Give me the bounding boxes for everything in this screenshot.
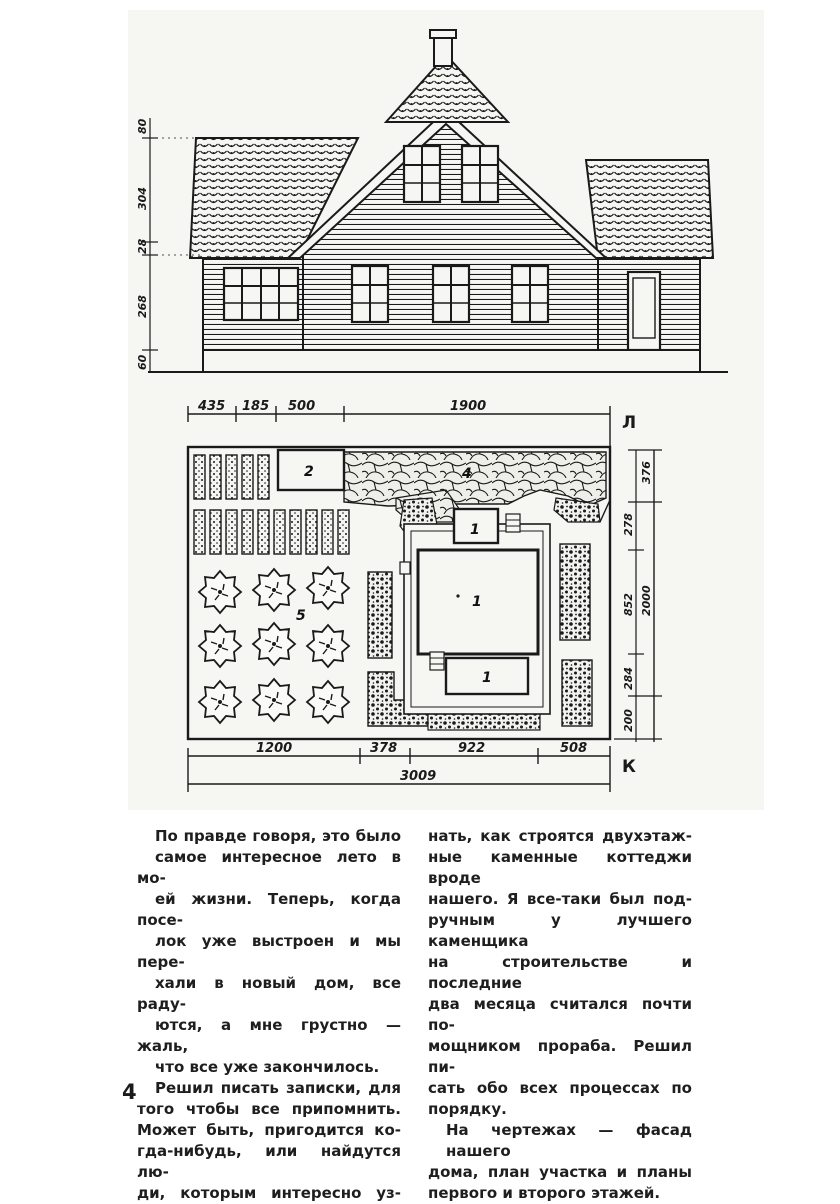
text-line: мощником прораба. Решил пи- bbox=[428, 1037, 692, 1076]
plan-top-dim-1: 435 bbox=[198, 399, 226, 414]
text-line: два месяца считался почти по- bbox=[428, 995, 692, 1034]
text-column-right bbox=[428, 826, 692, 1204]
zone-label-porch: 1 bbox=[470, 522, 480, 538]
text-line: нашего. Я все-таки был под- bbox=[428, 890, 692, 908]
text-line: гда-нибудь, или найдутся лю- bbox=[137, 1142, 401, 1181]
text-line: самое интересное лето в мо- bbox=[137, 848, 401, 887]
text-column-left bbox=[137, 826, 401, 1204]
text-line: ди, которым интересно уз- bbox=[137, 1184, 401, 1202]
plan-top-dimensions bbox=[188, 399, 636, 446]
text-line: что все уже закончилось. bbox=[155, 1058, 380, 1076]
plan-top-dim-2: 185 bbox=[242, 399, 270, 414]
plan-right-dim-6: 200 bbox=[622, 709, 635, 732]
plan-bottom-dim-2: 378 bbox=[370, 741, 398, 756]
paragraph bbox=[428, 826, 692, 1120]
plan-right-dim-4: 2000 bbox=[640, 585, 653, 616]
text-line: нать, как строятся двухэтаж- bbox=[428, 827, 692, 845]
plan-bottom-dim-3: 922 bbox=[458, 741, 486, 756]
elev-dim-2: 304 bbox=[136, 187, 149, 210]
text-line: первого и второго этажей. bbox=[428, 1184, 661, 1202]
text-line: Может быть, пригодится ко- bbox=[137, 1121, 401, 1139]
text-line: сать обо всех процессах по bbox=[428, 1079, 692, 1097]
page-number: 4 bbox=[122, 1080, 137, 1104]
text-line: того чтобы все припомнить. bbox=[137, 1100, 401, 1118]
plan-bottom-dim-1: 1200 bbox=[256, 741, 293, 756]
paragraph bbox=[137, 1078, 401, 1204]
text-line: порядку. bbox=[428, 1100, 507, 1118]
orchard bbox=[199, 567, 349, 723]
plan-right-dimensions bbox=[614, 450, 662, 742]
plan-bottom-dimensions bbox=[188, 741, 636, 792]
corner-label-bottom: К bbox=[622, 757, 636, 777]
plan-right-dim-2: 278 bbox=[622, 513, 635, 536]
plan-top-dim-3: 500 bbox=[288, 399, 316, 414]
text-line: хали в новый дом, все раду- bbox=[137, 974, 401, 1013]
elev-dim-5: 60 bbox=[136, 354, 149, 370]
text-line: ей жизни. Теперь, когда посе- bbox=[137, 890, 401, 929]
house-elevation bbox=[136, 30, 728, 372]
paragraph bbox=[428, 1120, 692, 1204]
text-line: лок уже выстроен и мы пере- bbox=[137, 932, 401, 971]
elev-dim-3: 28 bbox=[136, 238, 149, 254]
paragraph bbox=[137, 826, 401, 1078]
text-line: ные каменные коттеджи вроде bbox=[428, 848, 692, 887]
architectural-drawing bbox=[128, 10, 764, 810]
text-line: По правде говоря, это было bbox=[155, 827, 401, 845]
text-line: Решил писать записки, для bbox=[155, 1079, 401, 1097]
text-line: ются, а мне грустно — жаль, bbox=[137, 1016, 401, 1055]
zone-label-path: 4 bbox=[462, 466, 472, 482]
plan-right-dim-5: 284 bbox=[622, 667, 635, 690]
plan-top-dim-4: 1900 bbox=[450, 399, 487, 414]
plan-right-dim-3: 852 bbox=[622, 593, 635, 616]
site-plan bbox=[188, 447, 610, 739]
elev-dim-4: 268 bbox=[136, 295, 149, 318]
zone-label-orchard: 5 bbox=[296, 608, 306, 624]
text-line: ручным у лучшего каменщика bbox=[428, 911, 692, 950]
plan-bottom-dim-4: 508 bbox=[560, 741, 588, 756]
zone-label-terrace: 1 bbox=[482, 670, 492, 686]
zone-label-house: 1 bbox=[472, 594, 482, 610]
corner-label-top: Л bbox=[622, 413, 637, 433]
text-line: на строительстве и последние bbox=[428, 953, 692, 992]
text-line: На чертежах — фасад нашего bbox=[446, 1121, 692, 1160]
zone-label-shed: 2 bbox=[304, 464, 314, 480]
text-line: дома, план участка и планы bbox=[428, 1163, 692, 1181]
plan-total-dim: 3009 bbox=[400, 769, 437, 784]
elev-dim-1: 80 bbox=[136, 118, 149, 134]
plan-right-dim-1: 376 bbox=[640, 461, 653, 484]
